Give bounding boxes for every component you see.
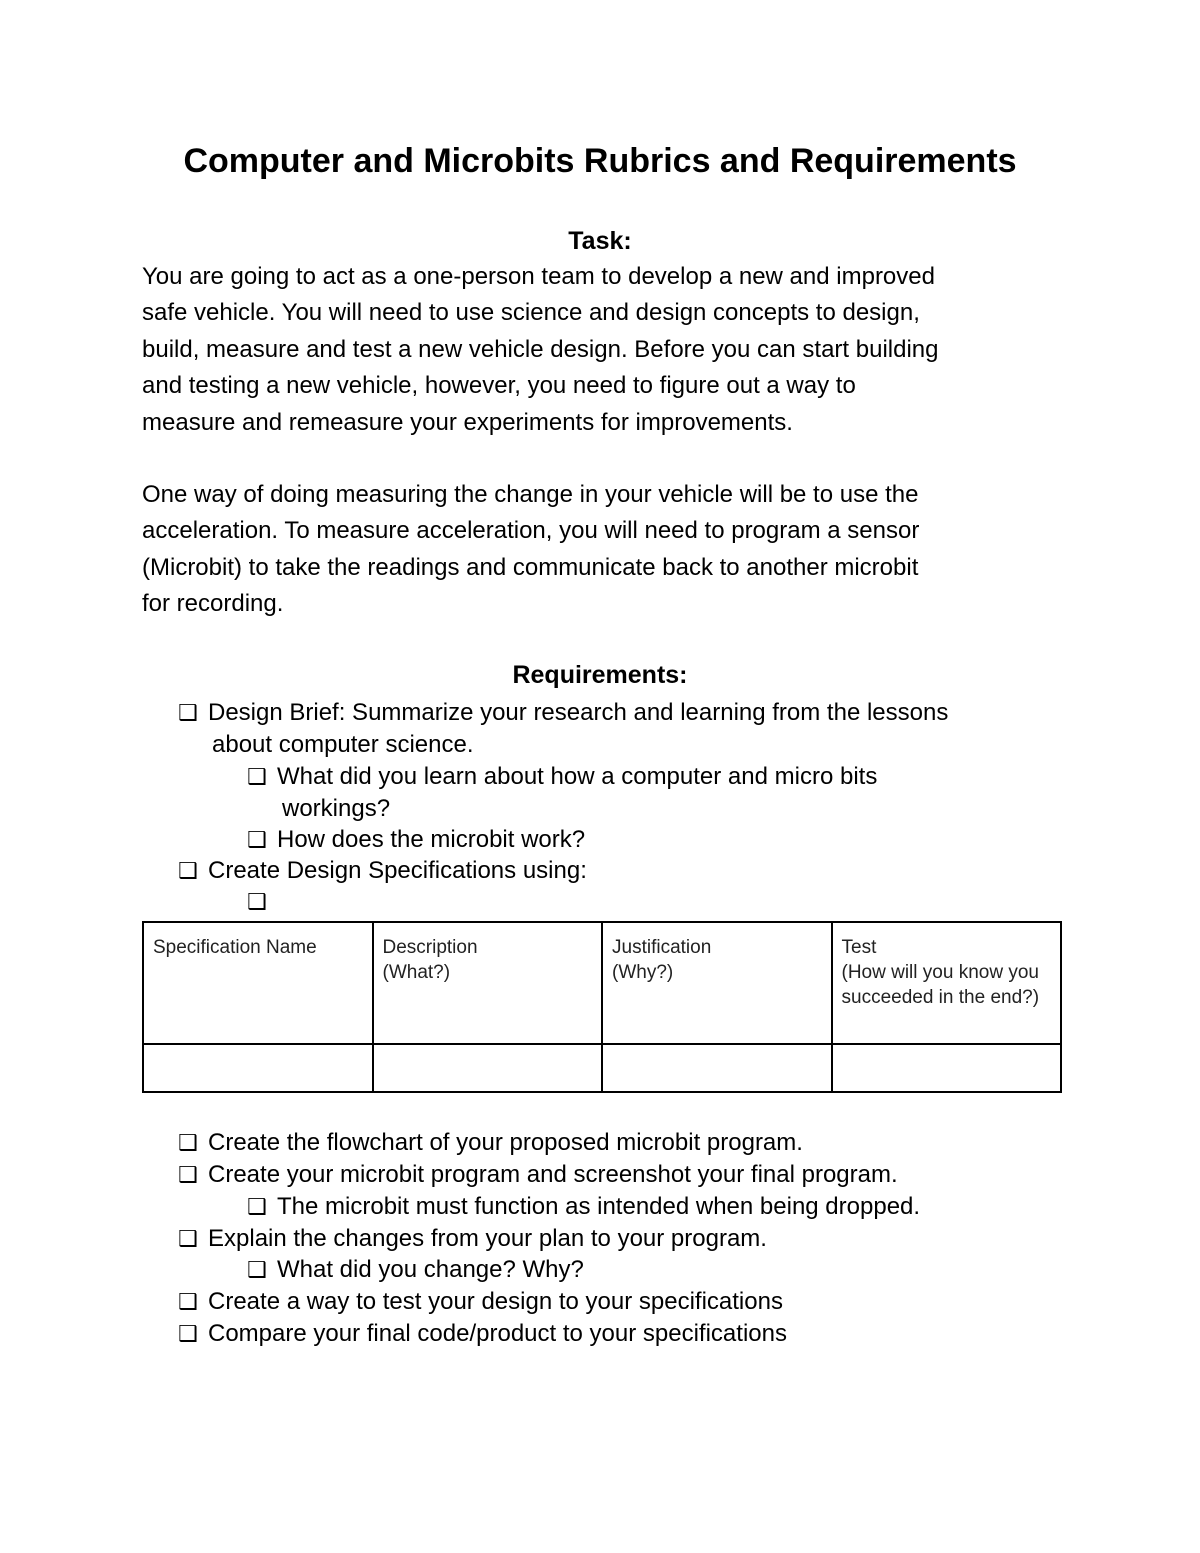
checklist-subitem-learn <box>247 761 877 825</box>
checklist-subitem-empty <box>247 886 277 918</box>
task-paragraph-1-line: You are going to act as a one-person team to develop a new and improved <box>142 263 935 290</box>
checkbox-icon[interactable]: ❑ <box>247 764 267 789</box>
checklist-item-label: Design Brief: Summarize your research and learning from the lessons <box>208 699 949 726</box>
checklist-item-explain <box>178 1223 767 1255</box>
table-cell[interactable] <box>602 1044 832 1092</box>
header-title: Specification Name <box>153 937 317 958</box>
checkbox-icon[interactable]: ❑ <box>247 889 267 914</box>
checklist-item-label: What did you learn about how a computer and micro bits <box>277 763 878 790</box>
checklist-item-design-brief <box>178 697 948 761</box>
task-paragraph-1-line: safe vehicle. You will need to use science and design concepts to design, <box>142 299 920 327</box>
task-paragraph-2-line: acceleration. To measure acceleration, you will need to program a sensor <box>142 517 920 545</box>
page-title: Computer and Microbits Rubrics and Requirements <box>183 142 1017 180</box>
table-header-cell <box>832 922 1062 1044</box>
checkbox-icon[interactable]: ❑ <box>178 1321 198 1346</box>
checklist-item-compare <box>178 1318 787 1350</box>
checklist-subitem-microbit-work <box>247 824 585 856</box>
task-paragraph-2-line: One way of doing measuring the change in your vehicle will be to use the <box>142 481 919 508</box>
table-row <box>143 1044 1061 1092</box>
checklist-item-flowchart <box>178 1127 803 1159</box>
task-paragraph-2 <box>142 477 1062 623</box>
requirements-heading: Requirements: <box>512 661 688 689</box>
checklist-item-label: Compare your final code/product to your specifications <box>208 1320 787 1347</box>
task-paragraph-1-line: build, measure and test a new vehicle design. Before you can start building <box>142 335 939 363</box>
checkbox-icon[interactable]: ❑ <box>247 1194 267 1219</box>
checklist-item-label: How does the microbit work? <box>277 826 586 853</box>
checklist-item-label-continued: about computer science. <box>212 731 474 758</box>
checkbox-icon[interactable]: ❑ <box>178 858 198 883</box>
checklist-item-label: What did you change? Why? <box>277 1256 584 1283</box>
checklist-item-program <box>178 1159 898 1191</box>
checklist-subitem-dropped <box>247 1191 920 1223</box>
table-cell[interactable] <box>832 1044 1062 1092</box>
header-subtitle: (Why?) <box>612 962 674 983</box>
checklist-item-test-way <box>178 1286 783 1318</box>
checklist-item-label: Create your microbit program and screenshot your final program. <box>208 1161 898 1188</box>
checklist-item-label: Explain the changes from your plan to your program. <box>208 1225 767 1252</box>
checkbox-icon[interactable]: ❑ <box>178 1226 198 1251</box>
checklist-item-label: The microbit must function as intended when being dropped. <box>277 1193 921 1220</box>
checkbox-icon[interactable]: ❑ <box>178 700 198 725</box>
header-subtitle: (What?) <box>382 962 451 983</box>
specification-table <box>142 921 1062 1093</box>
checklist-item-label: Create Design Specifications using: <box>208 857 587 884</box>
checklist-item-label: Create the flowchart of your proposed microbit program. <box>208 1129 803 1156</box>
header-title: Test <box>841 937 877 958</box>
checkbox-icon[interactable]: ❑ <box>247 827 267 852</box>
checklist-item-create-specs <box>178 855 587 887</box>
task-paragraph-1-line: measure and remeasure your experiments for improvements. <box>142 408 793 436</box>
header-title: Description <box>382 937 478 958</box>
task-paragraph-1 <box>142 259 1062 441</box>
header-title: Justification <box>612 937 712 958</box>
task-paragraph-2-line: for recording. <box>142 590 284 618</box>
checklist-subitem-what-changed <box>247 1254 584 1286</box>
table-header-cell <box>602 922 832 1044</box>
task-paragraph-2-line: (Microbit) to take the readings and communicate back to another microbit <box>142 553 919 581</box>
checkbox-icon[interactable]: ❑ <box>178 1130 198 1155</box>
task-paragraph-1-line: and testing a new vehicle, however, you need to figure out a way to <box>142 372 856 400</box>
checkbox-icon[interactable]: ❑ <box>247 1257 267 1282</box>
table-header-cell <box>373 922 603 1044</box>
table-cell[interactable] <box>143 1044 373 1092</box>
table-cell[interactable] <box>373 1044 603 1092</box>
task-heading: Task: <box>568 227 632 255</box>
checklist-item-label: Create a way to test your design to your specifications <box>208 1288 783 1315</box>
checklist-item-label-continued: workings? <box>282 795 391 822</box>
header-subtitle: (How will you know you succeeded in the end?) <box>841 962 1040 1008</box>
table-header-cell <box>143 922 373 1044</box>
checkbox-icon[interactable]: ❑ <box>178 1289 198 1314</box>
table-header-row <box>143 922 1061 1044</box>
checkbox-icon[interactable]: ❑ <box>178 1162 198 1187</box>
